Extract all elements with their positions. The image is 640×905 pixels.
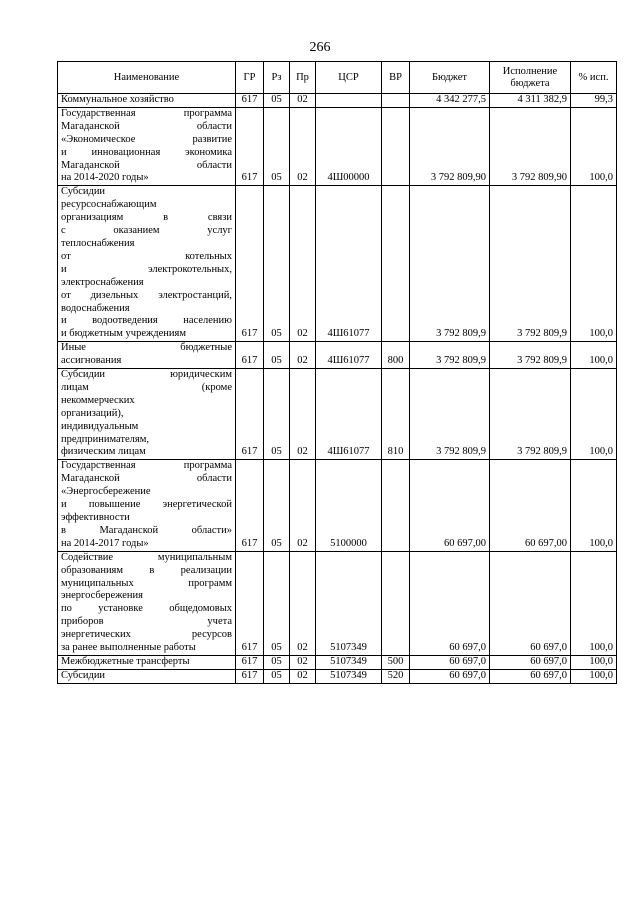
row-csr: 5100000: [316, 460, 382, 551]
row-vr: 520: [382, 669, 410, 683]
row-vr: [382, 460, 410, 551]
table-row: [58, 107, 617, 185]
row-gr: 617: [236, 655, 264, 669]
row-rz: 05: [264, 94, 290, 108]
row-gr: 617: [236, 551, 264, 655]
table-header-row: [58, 62, 617, 94]
row-name-line: от котельных: [61, 250, 232, 262]
row-name: [58, 369, 236, 460]
row-csr: 5107349: [316, 669, 382, 683]
row-name-line: энергосбережения: [61, 590, 144, 602]
row-name-line: и электрокотельных,: [61, 263, 232, 275]
row-gr: 617: [236, 186, 264, 342]
row-name-line: и водоотведения населению: [61, 315, 232, 327]
row-gr: 617: [236, 669, 264, 683]
row-name-line: предпринимателям,: [61, 433, 150, 445]
row-name-line: «Экономическое развитие: [61, 133, 232, 145]
row-execution: 60 697,00: [490, 460, 571, 551]
row-name: [58, 551, 236, 655]
row-name-line: Магаданской области: [61, 159, 232, 171]
row-name-line: ассигнования: [61, 355, 122, 367]
row-budget: 3 792 809,9: [410, 186, 490, 342]
row-name-line: от дизельных электростанций,: [61, 289, 232, 301]
row-pr: 02: [290, 669, 316, 683]
table-row: [58, 342, 617, 369]
row-percent: 100,0: [571, 186, 617, 342]
row-pr: 02: [290, 369, 316, 460]
row-name-line: энергетических ресурсов: [61, 629, 232, 641]
row-gr: 617: [236, 460, 264, 551]
row-budget: 60 697,0: [410, 551, 490, 655]
row-name-line: некоммерческих: [61, 394, 135, 406]
row-rz: 05: [264, 369, 290, 460]
row-name-line: Коммунальное хозяйство: [61, 94, 174, 105]
row-percent: 100,0: [571, 460, 617, 551]
row-execution: 60 697,0: [490, 669, 571, 683]
row-name-line: образованиям в реализации: [61, 564, 232, 576]
row-execution: 3 792 809,9: [490, 342, 571, 369]
row-pr: 02: [290, 460, 316, 551]
row-execution: 3 792 809,9: [490, 369, 571, 460]
row-csr: [316, 94, 382, 108]
row-name-line: в Магаданской области»: [61, 524, 232, 536]
row-vr: 800: [382, 342, 410, 369]
row-name-line: за ранее выполненные работы: [61, 642, 196, 654]
row-gr: 617: [236, 107, 264, 185]
row-name-line: водоснабжения: [61, 302, 130, 314]
row-name-line: с оказанием услуг: [61, 225, 232, 237]
row-percent: 99,3: [571, 94, 617, 108]
row-budget: 3 792 809,9: [410, 342, 490, 369]
row-name-line: теплоснабжения: [61, 237, 135, 249]
header-pr: Пр: [290, 62, 316, 94]
row-name-line: физическим лицам: [61, 446, 146, 458]
row-execution: 60 697,0: [490, 551, 571, 655]
row-csr: 4Ш00000: [316, 107, 382, 185]
row-name-line: индивидуальным: [61, 420, 139, 432]
row-name: [58, 94, 236, 108]
budget-table: [57, 61, 617, 684]
row-rz: 05: [264, 460, 290, 551]
row-name-line: и повышение энергетической: [61, 499, 232, 511]
row-rz: 05: [264, 107, 290, 185]
row-name-line: лицам (кроме: [61, 381, 232, 393]
row-rz: 05: [264, 655, 290, 669]
row-budget: 3 792 809,9: [410, 369, 490, 460]
row-name-line: приборов учета: [61, 616, 232, 628]
row-pr: 02: [290, 186, 316, 342]
header-percent: % исп.: [571, 62, 617, 94]
row-execution: 3 792 809,9: [490, 186, 571, 342]
row-vr: 500: [382, 655, 410, 669]
row-vr: 810: [382, 369, 410, 460]
header-rz: Рз: [264, 62, 290, 94]
row-name-line: организаций),: [61, 407, 124, 419]
header-vr: ВР: [382, 62, 410, 94]
header-name: Наименование: [58, 62, 236, 94]
row-name-line: на 2014-2020 годы»: [61, 172, 149, 184]
row-rz: 05: [264, 342, 290, 369]
row-gr: 617: [236, 369, 264, 460]
row-name: [58, 342, 236, 369]
row-execution: 60 697,0: [490, 655, 571, 669]
row-budget: 3 792 809,90: [410, 107, 490, 185]
row-vr: [382, 94, 410, 108]
row-name: [58, 107, 236, 185]
row-name-line: Содействие муниципальным: [61, 551, 232, 563]
row-execution: 3 792 809,90: [490, 107, 571, 185]
row-name-line: Иные бюджетные: [61, 342, 232, 354]
table-row: [58, 669, 617, 683]
header-execution: Исполнение бюджета: [490, 62, 571, 94]
row-csr: 4Ш61077: [316, 342, 382, 369]
row-percent: 100,0: [571, 655, 617, 669]
row-budget: 60 697,0: [410, 655, 490, 669]
row-name-line: и инновационная экономика: [61, 146, 232, 158]
row-vr: [382, 551, 410, 655]
row-name-line: на 2014-2017 годы»: [61, 537, 149, 549]
row-pr: 02: [290, 551, 316, 655]
row-pr: 02: [290, 107, 316, 185]
row-vr: [382, 186, 410, 342]
row-rz: 05: [264, 186, 290, 342]
row-name-line: Межбюджетные трансферты: [61, 655, 190, 667]
table-row: [58, 369, 617, 460]
row-name-line: Субсидии: [61, 186, 106, 198]
row-percent: 100,0: [571, 342, 617, 369]
row-pr: 02: [290, 94, 316, 108]
table-body: [58, 94, 617, 684]
row-name-line: организациям в связи: [61, 212, 232, 224]
row-name-line: электроснабжения: [61, 276, 144, 288]
table-row: [58, 655, 617, 669]
row-percent: 100,0: [571, 107, 617, 185]
row-name-line: Магаданской области: [61, 473, 232, 485]
row-name-line: и бюджетным учреждениям: [61, 328, 186, 340]
row-budget: 4 342 277,5: [410, 94, 490, 108]
row-csr: 5107349: [316, 551, 382, 655]
row-name-line: Государственная программа: [61, 107, 232, 119]
row-name-line: Субсидии юридическим: [61, 369, 232, 381]
row-name: [58, 669, 236, 683]
row-percent: 100,0: [571, 369, 617, 460]
header-csr: ЦСР: [316, 62, 382, 94]
row-name-line: ресурсоснабжающим: [61, 199, 157, 211]
row-name-line: муниципальных программ: [61, 577, 232, 589]
row-vr: [382, 107, 410, 185]
row-name-line: Государственная программа: [61, 460, 232, 472]
table-row: [58, 460, 617, 551]
row-budget: 60 697,00: [410, 460, 490, 551]
row-csr: 4Ш61077: [316, 186, 382, 342]
row-name-line: эффективности: [61, 512, 130, 523]
row-name-line: «Энергосбережение: [61, 486, 151, 498]
table-row: [58, 551, 617, 655]
row-name: [58, 186, 236, 342]
row-budget: 60 697,0: [410, 669, 490, 683]
row-gr: 617: [236, 94, 264, 108]
row-csr: 5107349: [316, 655, 382, 669]
header-gr: ГР: [236, 62, 264, 94]
row-name-line: Магаданской области: [61, 120, 232, 132]
row-gr: 617: [236, 342, 264, 369]
table-row: [58, 94, 617, 108]
row-name-line: по установке общедомовых: [61, 603, 232, 615]
row-name-line: Субсидии: [61, 669, 106, 681]
row-name: [58, 655, 236, 669]
row-pr: 02: [290, 342, 316, 369]
row-rz: 05: [264, 669, 290, 683]
table-row: [58, 186, 617, 342]
row-name: [58, 460, 236, 551]
page-number: 266: [309, 40, 331, 55]
row-csr: 4Ш61077: [316, 369, 382, 460]
row-percent: 100,0: [571, 551, 617, 655]
row-rz: 05: [264, 551, 290, 655]
row-pr: 02: [290, 655, 316, 669]
header-budget: Бюджет: [410, 62, 490, 94]
row-percent: 100,0: [571, 669, 617, 683]
row-execution: 4 311 382,9: [490, 94, 571, 108]
